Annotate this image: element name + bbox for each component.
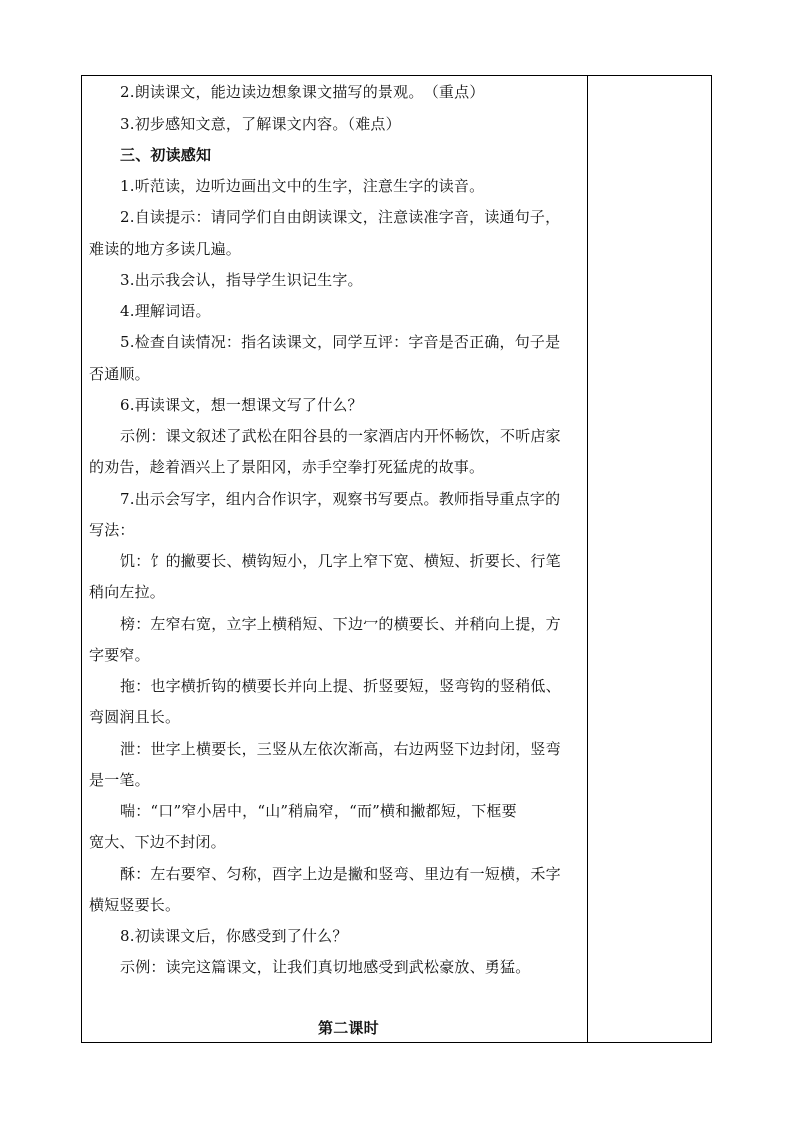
char-su-line-1: 酥：左右要窄、匀称，酉字上边是撇和竖弯、里边有一短横，禾字 (120, 865, 561, 883)
step-2-line-1: 2.自读提示：请同学们自由朗读课文，注意读准字音，读通句子， (120, 208, 561, 226)
char-ji-line-2: 稍向左拉。 (89, 583, 166, 601)
step-3: 3.出示我会认，指导学生识记生字。 (120, 271, 363, 289)
step-7-line-2: 写法： (89, 521, 135, 539)
lesson-2-title: 第二课时 (318, 1019, 379, 1037)
step-5-line-1: 5.检查自读情况：指名读课文，同学互评：字音是否正确，句子是 (120, 333, 561, 351)
example-1-line-2: 的劝告，趁着酒兴上了景阳冈，赤手空拳打死猛虎的故事。 (89, 458, 485, 476)
section-title-initial-reading: 三、初读感知 (120, 146, 212, 164)
goal-2: 2.朗读课文，能边读边想象课文描写的景观。 （重点） (120, 83, 485, 101)
step-2-line-2: 难读的地方多读几遍。 (89, 240, 242, 258)
step-7-line-1: 7.出示会写字，组内合作识字，观察书写要点。教师指导重点字的 (120, 490, 561, 508)
char-bang-line-2: 字要窄。 (89, 646, 150, 664)
char-ji-line-1: 饥：饣的撇要长、横钩短小，几字上窄下宽、横短、折要长、行笔 (120, 552, 561, 570)
char-tuo-line-1: 拖：也字横折钩的横要长并向上提、折竖要短，竖弯钩的竖稍低、 (120, 677, 561, 695)
char-xie-line-1: 泄：世字上横要长，三竖从左依次渐高，右边两竖下边封闭，竖弯 (120, 740, 561, 758)
table-column-divider (587, 75, 588, 1043)
example-1-line-1: 示例：课文叙述了武松在阳谷县的一家酒店内开怀畅饮，不听店家 (120, 427, 561, 445)
step-5-line-2: 否通顺。 (89, 365, 150, 383)
char-tuo-line-2: 弯圆润且长。 (89, 708, 181, 726)
char-chuan-line-2: 宽大、下边不封闭。 (89, 833, 226, 851)
step-6: 6.再读课文，想一想课文写了什么？ (120, 396, 363, 414)
step-4: 4.理解词语。 (120, 302, 211, 320)
step-1: 1.听范读，边听边画出文中的生字，注意生字的读音。 (120, 177, 485, 195)
char-chuan-line-1: 喘：“口”窄小居中，“山”稍扁窄，“而”横和撇都短，下框要 (120, 802, 517, 820)
goal-3: 3.初步感知文意，了解课文内容。（难点） (120, 115, 401, 133)
step-8: 8.初读课文后，你感受到了什么？ (120, 927, 348, 945)
char-xie-line-2: 是一笔。 (89, 771, 150, 789)
char-su-line-2: 横短竖要长。 (89, 896, 181, 914)
example-2: 示例：读完这篇课文，让我们真切地感受到武松豪放、勇猛。 (120, 958, 531, 976)
char-bang-line-1: 榜：左窄右宽，立字上横稍短、下边冖的横要长、并稍向上提，方 (120, 615, 561, 633)
